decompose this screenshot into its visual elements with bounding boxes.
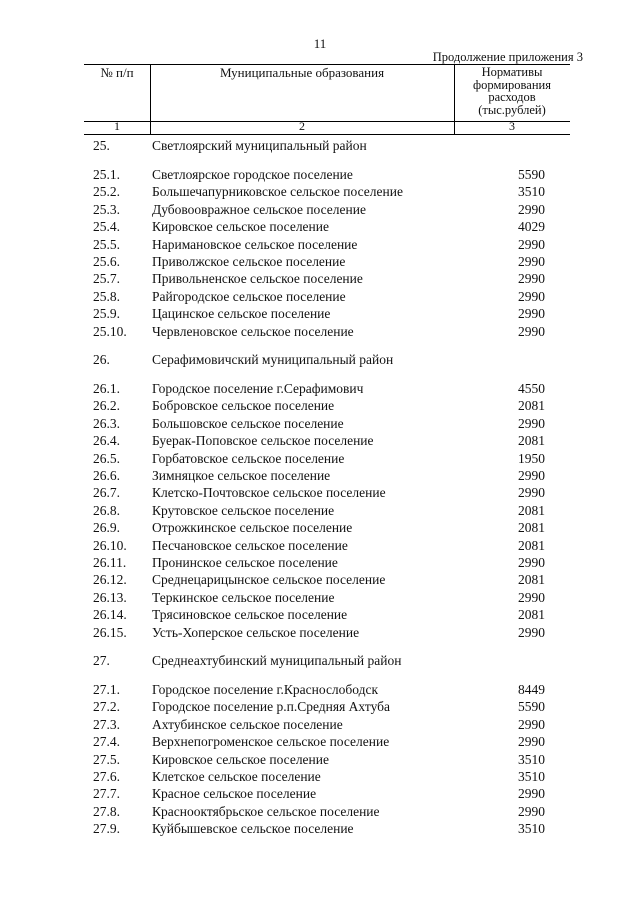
- row-number: 25.10.: [93, 323, 127, 339]
- table-row: [0, 624, 640, 642]
- table-row: [0, 519, 640, 537]
- table-row: [0, 554, 640, 572]
- row-number: 26.1.: [93, 381, 120, 396]
- row-number: 27.1.: [93, 682, 120, 697]
- row-number: 26.6.: [93, 468, 120, 483]
- row-number: 27.4.: [93, 734, 120, 750]
- municipality-name: Клетско-Почтовское сельское поселение: [152, 485, 386, 501]
- norm-value: 2081: [518, 398, 545, 414]
- municipality-name: Червленовское сельское поселение: [152, 323, 354, 339]
- table-row: [0, 236, 640, 254]
- norm-value: 2990: [518, 415, 545, 431]
- municipality-name: Усть-Хоперское сельское поселение: [152, 624, 360, 640]
- municipality-name: Приволжское сельское поселение: [152, 254, 346, 269]
- row-number: 25.2.: [93, 184, 120, 200]
- row-number: 26.14.: [93, 607, 127, 623]
- column-number-row: [84, 120, 570, 135]
- table-row: [0, 270, 640, 288]
- municipality-name: Большовское сельское поселение: [152, 415, 344, 431]
- table-row: [0, 606, 640, 624]
- norm-value: 1950: [518, 450, 545, 466]
- norm-value: 5590: [518, 699, 545, 715]
- header-norms: Нормативы формирования расходов (тыс.рублей): [473, 65, 551, 117]
- table-row: [0, 288, 640, 306]
- municipality-name: Теркинское сельское поселение: [152, 589, 335, 605]
- table-row: [0, 502, 640, 520]
- row-number: 26.5.: [93, 450, 120, 466]
- municipality-name: Верхнепогроменское сельское поселение: [152, 734, 390, 750]
- municipality-name: Краснооктябрьское сельское поселение: [152, 803, 380, 819]
- row-number: 25.5.: [93, 236, 120, 252]
- norm-value: 3510: [518, 769, 545, 784]
- row-number: 25.1.: [93, 167, 120, 182]
- municipality-name: Среднецарицынское сельское поселение: [152, 572, 386, 588]
- table-row: [0, 571, 640, 589]
- municipality-name: Светлоярский муниципальный район: [152, 138, 367, 153]
- norm-value: 2990: [518, 201, 545, 217]
- row-number: 25.4.: [93, 219, 120, 235]
- column-number-2: 2: [299, 119, 305, 133]
- municipality-name: Пронинское сельское поселение: [152, 555, 338, 570]
- page-number: 11: [313, 36, 327, 51]
- row-number: 25.8.: [93, 288, 120, 304]
- row-number: 27.9.: [93, 821, 120, 837]
- row-number: 27.8.: [93, 803, 120, 819]
- row-number: 27.3.: [93, 716, 120, 732]
- table-row: [0, 467, 640, 485]
- table-row: [0, 253, 640, 271]
- municipality-name: Куйбышевское сельское поселение: [152, 821, 354, 837]
- table-row: [0, 397, 640, 415]
- row-number: 26.12.: [93, 572, 127, 588]
- district-row: [0, 137, 640, 155]
- row-number: 27.: [93, 653, 110, 668]
- table-row: [0, 305, 640, 323]
- row-number: 26.8.: [93, 502, 120, 518]
- norm-value: 2990: [518, 734, 545, 750]
- row-number: 27.6.: [93, 769, 120, 784]
- row-number: 25.9.: [93, 306, 120, 322]
- municipality-name: Отрожкинское сельское поселение: [152, 520, 353, 536]
- norm-value: 3510: [518, 821, 545, 837]
- norm-value: 2081: [518, 502, 545, 518]
- district-row: [0, 351, 640, 369]
- row-number: 26.13.: [93, 589, 127, 605]
- row-number: 26.2.: [93, 398, 120, 414]
- row-number: 26.11.: [93, 555, 127, 570]
- row-number: 26.3.: [93, 415, 120, 431]
- municipality-name: Большечапурниковское сельское поселение: [152, 184, 403, 200]
- table-row: [0, 218, 640, 236]
- norm-value: 2081: [518, 520, 545, 536]
- municipality-name: Горбатовское сельское поселение: [152, 450, 345, 466]
- row-number: 26.4.: [93, 433, 120, 449]
- row-number: 25.7.: [93, 271, 120, 287]
- norm-value: 2990: [518, 485, 545, 501]
- norm-value: 3510: [518, 184, 545, 200]
- continuation-note: Продолжение приложения 3: [432, 50, 583, 64]
- table-row: [0, 803, 640, 821]
- table-row: [0, 415, 640, 433]
- table-row: [0, 166, 640, 184]
- municipality-name: Крутовское сельское поселение: [152, 502, 335, 518]
- table-row: [0, 698, 640, 716]
- table-row: [0, 785, 640, 803]
- table-row: [0, 751, 640, 769]
- row-number: 26.: [93, 352, 110, 367]
- municipality-name: Наримановское сельское поселение: [152, 236, 358, 252]
- municipality-name: Клетское сельское поселение: [152, 769, 321, 784]
- row-number: 26.10.: [93, 537, 127, 553]
- norm-value: 5590: [518, 167, 545, 182]
- row-number: 27.5.: [93, 751, 120, 767]
- table-row: [0, 450, 640, 468]
- table-row: [0, 589, 640, 607]
- municipality-name: Городское поселение г.Краснослободск: [152, 682, 379, 697]
- table-row: [0, 201, 640, 219]
- table-row: [0, 537, 640, 555]
- norm-value: 2990: [518, 589, 545, 605]
- table-row: [0, 716, 640, 734]
- row-number: 26.15.: [93, 624, 127, 640]
- table-row: [0, 484, 640, 502]
- norm-value: 2990: [518, 306, 545, 322]
- norm-value: 2990: [518, 468, 545, 483]
- table-row: [0, 768, 640, 786]
- norm-value: 2990: [518, 323, 545, 339]
- row-number: 26.7.: [93, 485, 120, 501]
- municipality-name: Кировское сельское поселение: [152, 219, 329, 235]
- norm-value: 2990: [518, 803, 545, 819]
- row-number: 25.3.: [93, 201, 120, 217]
- norm-value: 2990: [518, 288, 545, 304]
- column-number-3: 3: [509, 119, 515, 133]
- norm-value: 4029: [518, 219, 545, 235]
- norm-value: 2990: [518, 236, 545, 252]
- row-number: 25.: [93, 138, 110, 153]
- municipality-name: Ахтубинское сельское поселение: [152, 716, 343, 732]
- municipality-name: Бобровское сельское поселение: [152, 398, 335, 414]
- norm-value: 4550: [518, 381, 545, 396]
- district-row: [0, 652, 640, 670]
- municipality-name: Привольненское сельское поселение: [152, 271, 363, 287]
- table-row: [0, 820, 640, 838]
- municipality-name: Кировское сельское поселение: [152, 751, 329, 767]
- norm-value: 3510: [518, 751, 545, 767]
- municipality-name: Райгородское сельское поселение: [152, 288, 346, 304]
- municipality-name: Красное сельское поселение: [152, 786, 317, 802]
- table-row: [0, 681, 640, 699]
- norm-value: 2990: [518, 555, 545, 570]
- municipality-name: Трясиновское сельское поселение: [152, 607, 348, 623]
- row-number: 26.9.: [93, 520, 120, 536]
- norm-value: 2990: [518, 716, 545, 732]
- table-row: [0, 733, 640, 751]
- norm-value: 2081: [518, 572, 545, 588]
- municipality-name: Песчановское сельское поселение: [152, 537, 348, 553]
- municipality-name: Зимняцкое сельское поселение: [152, 468, 331, 483]
- norm-value: 8449: [518, 682, 545, 697]
- norm-value: 2081: [518, 607, 545, 623]
- table-header: [84, 64, 570, 122]
- norm-value: 2990: [518, 271, 545, 287]
- norm-value: 2081: [518, 433, 545, 449]
- municipality-name: Городское поселение р.п.Средняя Ахтуба: [152, 699, 390, 715]
- column-number-1: 1: [114, 119, 120, 133]
- norm-value: 2990: [518, 624, 545, 640]
- table-row: [0, 183, 640, 201]
- municipality-name: Дубовоовражное сельское поселение: [152, 201, 366, 217]
- header-municipalities: Муниципальные образования: [219, 65, 385, 80]
- row-number: 27.2.: [93, 699, 120, 715]
- row-number: 25.6.: [93, 254, 120, 269]
- municipality-name: Городское поселение г.Серафимович: [152, 381, 364, 396]
- table-row: [0, 323, 640, 341]
- municipality-name: Буерак-Поповское сельское поселение: [152, 433, 374, 449]
- municipality-name: Светлоярское городское поселение: [152, 167, 353, 182]
- municipality-name: Цацинское сельское поселение: [152, 306, 331, 322]
- norm-value: 2990: [518, 254, 545, 269]
- norm-value: 2081: [518, 537, 545, 553]
- table-row: [0, 432, 640, 450]
- norm-value: 2990: [518, 786, 545, 802]
- table-row: [0, 380, 640, 398]
- municipality-name: Серафимовичский муниципальный район: [152, 352, 394, 367]
- row-number: 27.7.: [93, 786, 120, 802]
- header-number: № п/п: [100, 65, 134, 80]
- municipality-name: Среднеахтубинский муниципальный район: [152, 653, 402, 668]
